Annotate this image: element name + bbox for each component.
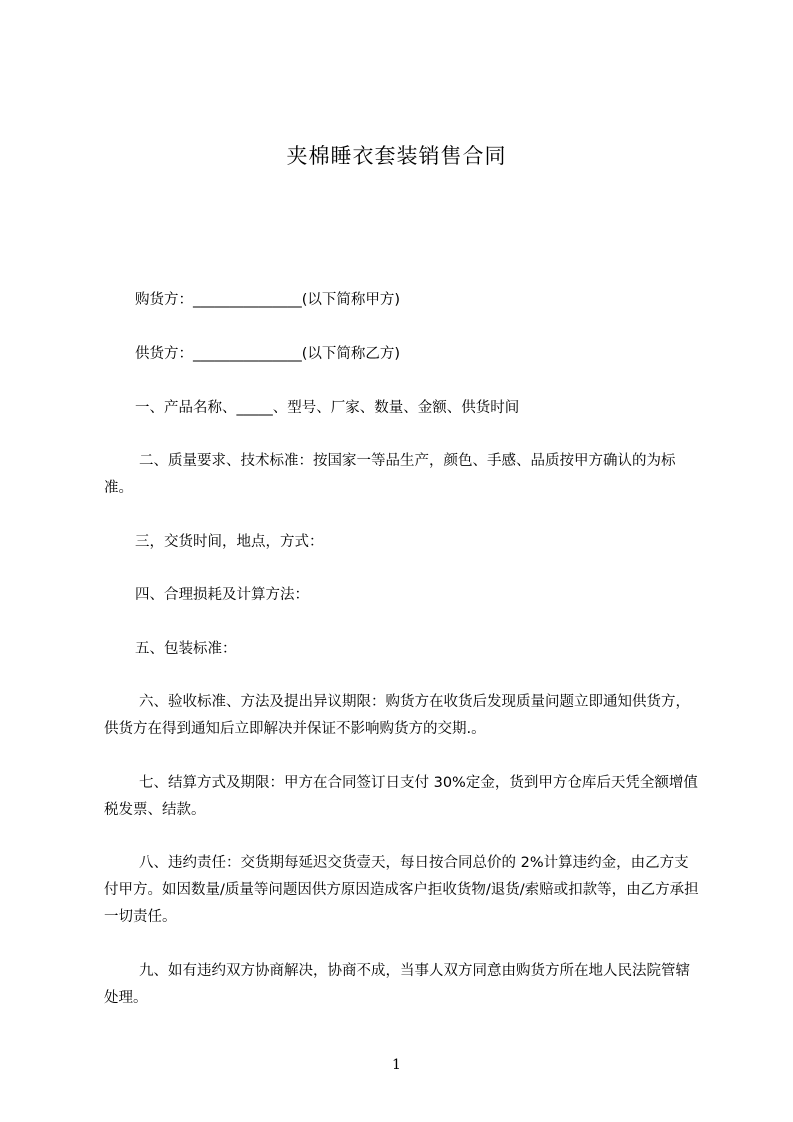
clause-2: 二、质量要求、技术标准：按国家一等品生产，颜色、手感、品质按甲方确认的为标准。 (104, 453, 676, 496)
clause-3: 三，交货时间，地点，方式： (135, 534, 324, 550)
clause-6: 六、验收标准、方法及提出异议期限：购货方在收货后发现质量问题立即通知供货方，供货方在得到通知后立即解决并保证不影响购货方的交期.。 (104, 694, 690, 737)
buyer-line: 购货方：_______________(以下简称甲方) (135, 292, 401, 308)
document-title: 夹棉睡衣套装销售合同 (286, 144, 507, 168)
clause-7: 七、结算方式及期限：甲方在合同签订日支付 30%定金，货到甲方仓库后天凭全额增值税发票、结款。 (104, 775, 698, 818)
clause-5: 五、包装标准： (135, 641, 237, 657)
clause-8: 八、违约责任：交货期每延迟交货壹天，每日按合同总价的 2%计算违约金，由乙方支付甲方。如因数量/质量等问题因供方原因造成客户拒收货物/退货/索赔或扣款等，由乙方承担一切责任。 (104, 855, 699, 925)
clause-1: 一、产品名称、_____、型号、厂家、数量、金额、供货时间 (135, 400, 520, 416)
page-number: 1 (392, 1057, 401, 1073)
clause-9: 九、如有违约双方协商解决，协商不成，当事人双方同意由购货方所在地人民法院管辖处理。 (104, 963, 690, 1006)
clause-4: 四、合理损耗及计算方法： (135, 587, 309, 603)
supplier-line: 供货方：_______________(以下简称乙方) (135, 346, 401, 362)
